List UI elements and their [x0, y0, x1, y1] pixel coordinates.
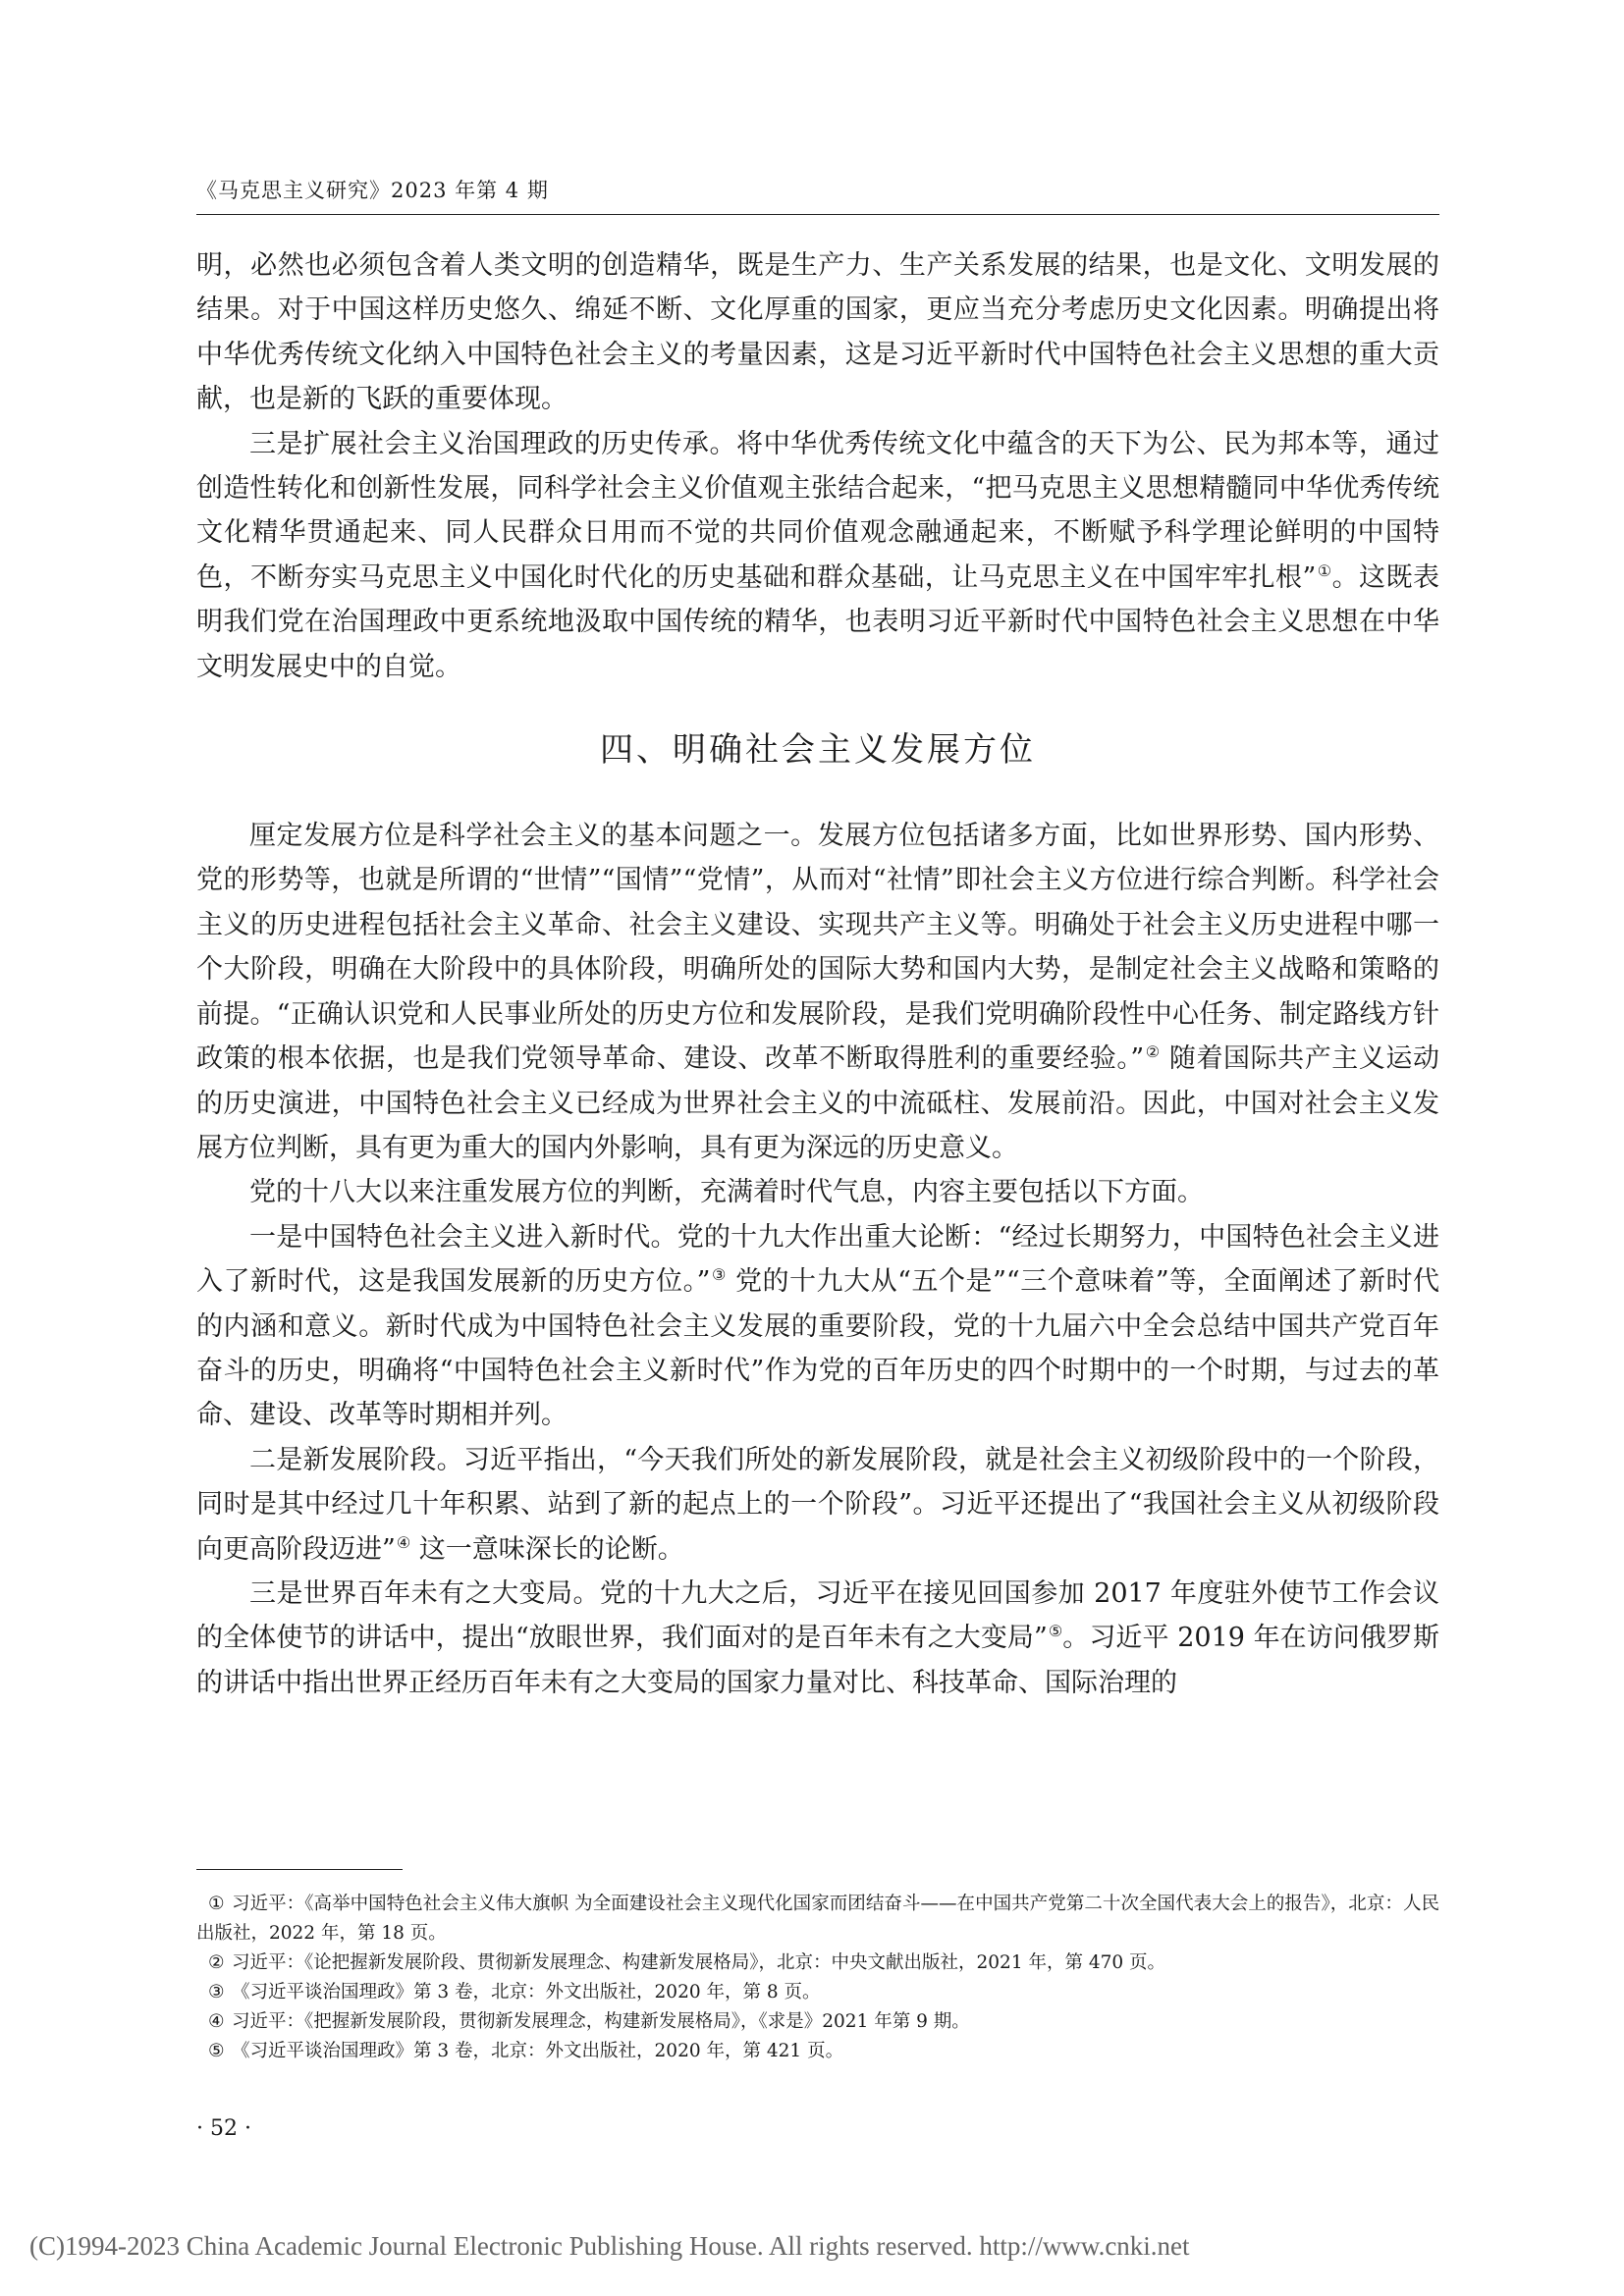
footnote-text: 习近平：《论把握新发展阶段、贯彻新发展理念、构建新发展格局》，北京：中央文献出版社，2021 年，第 470 页。 [232, 1952, 1166, 1973]
paragraph-text: 二是新发展阶段。习近平指出，“今天我们所处的新发展阶段，就是社会主义初级阶段中的一个阶段，同时是其中经过几十年积累、站到了新的起点上的一个阶段”。习近平还提出了“我国社会主义从初级阶段向更高阶段迈进” [196, 1444, 1439, 1565]
footnote-item [196, 2007, 1439, 2037]
footnote-item [196, 1978, 1439, 2007]
header-rule [196, 214, 1439, 215]
footnote-rule [196, 1869, 403, 1870]
paragraph-great-changes [196, 1572, 1439, 1705]
paragraph-development-position [196, 814, 1439, 1170]
paragraph-text: 。习近平 2019 年在访问俄罗斯的讲话中指出世界正经历百年未有之大变局的国家力量对比、科技革命、国际治理的 [196, 1623, 1439, 1698]
footnote-item [196, 1949, 1439, 1978]
footnote-mark: ① [208, 1894, 225, 1914]
footnote-item [196, 1890, 1439, 1949]
paragraph-text: 。这既表明我们党在治国理政中更系统地汲取中国传统的精华，也表明习近平新时代中国特色社会主义思想在中华文明发展史中的自觉。 [196, 561, 1440, 682]
paragraph-text: 随着国际共产主义运动的历史演进，中国特色社会主义已经成为世界社会主义的中流砥柱、发展前沿。因此，中国对社会主义发展方位判断，具有更为重大的国内外影响，具有更为深远的历史意义。 [196, 1043, 1439, 1163]
footnote-text: 习近平：《把握新发展阶段，贯彻新发展理念，构建新发展格局》，《求是》2021 年第 9 期。 [232, 2011, 970, 2032]
footnote-text: 《习近平谈治国理政》第 3 卷，北京：外文出版社，2020 年，第 421 页。 [232, 2041, 844, 2061]
footnote-mark: ⑤ [208, 2041, 225, 2061]
paragraph-text: 三是扩展社会主义治国理政的历史传承。将中华优秀传统文化中蕴含的天下为公、民为邦本等，通过创造性转化和创新性发展，同科学社会主义价值观主张结合起来，“把马克思主义思想精髓同中华优秀传统文化精华贯通起来、同人民群众日用而不觉的共同价值观念融通起来，不断赋予科学理论鲜明的中国特色，不断夯实马克思主义中国化时代化的历史基础和群众基础，让马克思主义在中国牢牢扎根” [196, 428, 1439, 593]
footnotes [196, 1890, 1439, 2066]
paragraph-governance-heritage [196, 422, 1439, 689]
paragraph-text: 三是世界百年未有之大变局。党的十九大之后，习近平在接见回国参加 2017 年度驻外使节工作会议的全体使节的讲话中，提出“放眼世界，我们面对的是百年未有之大变局” [196, 1577, 1439, 1654]
page-number: · 52 · [196, 2116, 251, 2141]
footnote-ref-3[interactable]: ③ [711, 1265, 727, 1285]
section-title: 四、明确社会主义发展方位 [600, 730, 1036, 771]
journal-header: 《马克思主义研究》2023 年第 4 期 [196, 179, 549, 202]
footnote-item [196, 2037, 1439, 2066]
paragraph-new-development-stage [196, 1438, 1439, 1572]
article-body [196, 243, 1439, 1705]
copyright-footer: (C)1994-2023 China Academic Journal Electronic Publishing House. All rights reserved. http://www.cnki.net [29, 2231, 1190, 2261]
footnote-ref-5[interactable]: ⑤ [1048, 1622, 1063, 1641]
footnote-text: 习近平：《高举中国特色社会主义伟大旗帜 为全面建设社会主义现代化国家而团结奋斗——在中国共产党第二十次全国代表大会上的报告》，北京：人民出版社，2022 年，第 18 页。 [196, 1894, 1439, 1944]
footnote-ref-1[interactable]: ① [1317, 561, 1332, 580]
paragraph-civilization: 明，必然也必须包含着人类文明的创造精华，既是生产力、生产关系发展的结果，也是文化、文明发展的结果。对于中国这样历史悠久、绵延不断、文化厚重的国家，更应当充分考虑历史文化因素。明确提出将中华优秀传统文化纳入中国特色社会主义的考量因素，这是习近平新时代中国特色社会主义思想的重大贡献，也是新的飞跃的重要体现。 [196, 250, 1439, 415]
paragraph-new-era [196, 1215, 1439, 1438]
paragraph-text: 这一意味深长的论断。 [410, 1533, 684, 1565]
footnote-mark: ③ [208, 1982, 225, 2002]
paragraph-text: 厘定发展方位是科学社会主义的基本问题之一。发展方位包括诸多方面，比如世界形势、国内形势、党的形势等，也就是所谓的“世情”“国情”“党情”，从而对“社情”即社会主义方位进行综合判断。科学社会主义的历史进程包括社会主义革命、社会主义建设、实现共产主义等。明确处于社会主义历史进程中哪一个大阶段，明确在大阶段中的具体阶段，明确所处的国际大势和国内大势，是制定社会主义战略和策略的前提。“正确认识党和人民事业所处的历史方位和发展阶段，是我们党明确阶段性中心任务、制定路线方针政策的根本依据，也是我们党领导革命、建设、改革不断取得胜利的重要经验。” [196, 821, 1439, 1075]
footnote-text: 《习近平谈治国理政》第 3 卷，北京：外文出版社，2020 年，第 8 页。 [232, 1982, 821, 2002]
footnote-mark: ④ [208, 2011, 225, 2032]
paragraph-since-18th-congress: 党的十八大以来注重发展方位的判断，充满着时代气息，内容主要包括以下方面。 [249, 1177, 1204, 1208]
footnote-ref-2[interactable]: ② [1145, 1042, 1161, 1062]
paragraph-text: 党的十九大从“五个是”“三个意味着”等，全面阐述了新时代的内涵和意义。新时代成为中国特色社会主义发展的重要阶段，党的十九届六中全会总结中国共产党百年奋斗的历史，明确将“中国特色社会主义新时代”作为党的百年历史的四个时期中的一个时期，与过去的革命、建设、改革等时期相并列。 [196, 1266, 1440, 1431]
paragraph-text: 一是中国特色社会主义进入新时代。党的十九大作出重大论断：“经过长期努力，中国特色社会主义进入了新时代，这是我国发展新的历史方位。” [196, 1221, 1439, 1298]
footnote-ref-4[interactable]: ④ [396, 1532, 411, 1552]
footnote-mark: ② [208, 1952, 225, 1973]
